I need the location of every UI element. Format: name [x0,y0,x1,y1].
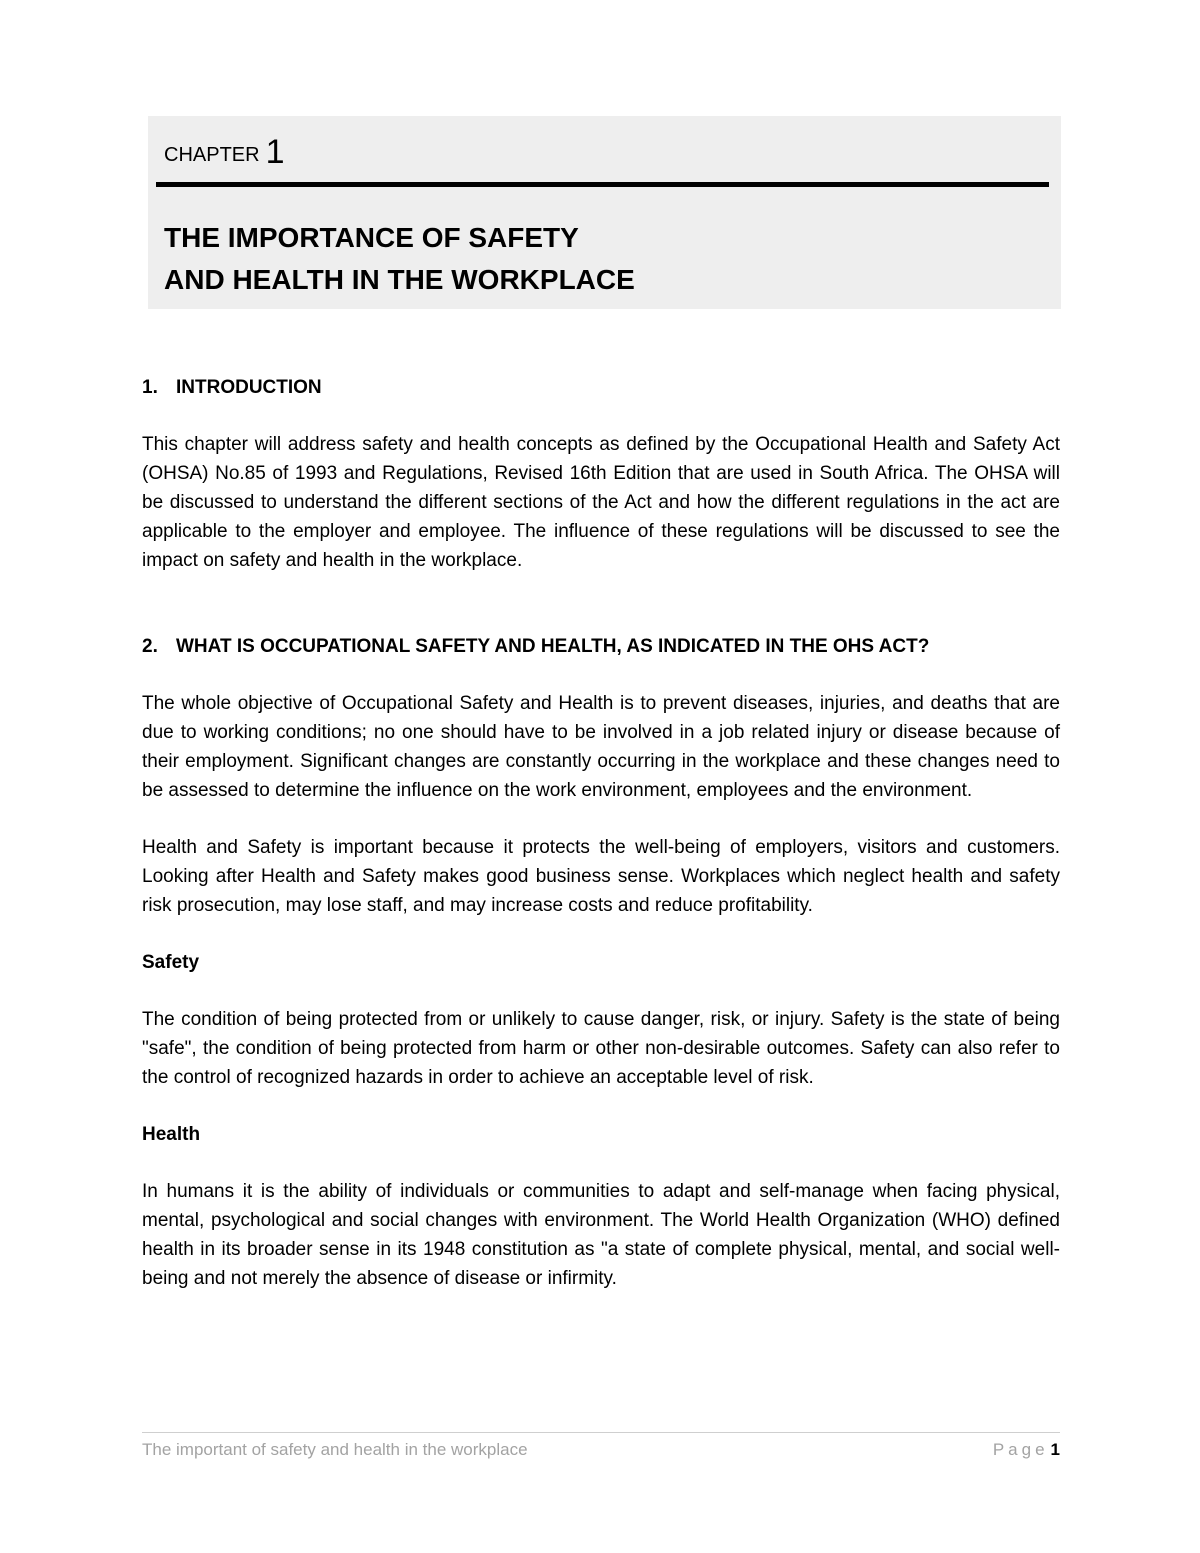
safety-paragraph: The condition of being protected from or unlikely to cause danger, risk, or injury. Safety is the state of being "safe", the condition of being protected from harm or other non-desirable outcomes. Safety can also refer to the control of recognized hazards in order to achieve an acceptable level of risk. [142,1009,1060,1088]
section-title: INTRODUCTION [176,377,322,398]
footer-divider [142,1432,1060,1433]
page-indicator [993,1438,1060,1462]
introduction-paragraph: This chapter will address safety and health concepts as defined by the Occupational Health and Safety Act (OHSA) No.85 of 1993 and Regulations, Revised 16th Edition that are used in South Africa. The OHSA will be discussed to understand the different sections of the Act and how the different regulations in the act are applicable to the employer and employee. The influence of these regulations will be discussed to see the impact on safety and health in the workplace. [142,434,1060,571]
chapter-divider [156,182,1049,187]
safety-heading: Safety [142,952,200,973]
chapter-title [164,217,635,301]
ohs-importance-paragraph: Health and Safety is important because it protects the well-being of employers, visitors and customers. Looking after Health and Safety makes good business sense. Workplaces which neglect health and safety risk prosecution, may lose staff, and may increase costs and reduce profitability. [142,837,1060,916]
section-title: WHAT IS OCCUPATIONAL SAFETY AND HEALTH, AS INDICATED IN THE OHS ACT? [176,636,930,657]
chapter-title-line-1: THE IMPORTANCE OF SAFETY [164,222,579,253]
chapter-title-line-2: AND HEALTH IN THE WORKPLACE [164,264,635,295]
document-body [142,373,1060,1293]
chapter-label-text: CHAPTER [164,144,260,166]
section-number: 2. [142,636,158,657]
section-heading-ohs [142,632,1060,661]
chapter-header [148,116,1061,309]
health-paragraph: In humans it is the ability of individuals or communities to adapt and self-manage when facing physical, mental, psychological and social changes with environment. The World Health Organization (WHO) defined health in its broader sense in its 1948 constitution as "a state of complete physical, mental, and social well-being and not merely the absence of disease or infirmity. [142,1181,1060,1289]
section-number: 1. [142,377,158,398]
chapter-label [164,134,285,173]
page-label: Page [992,1440,1049,1459]
ohs-objective-paragraph: The whole objective of Occupational Safety and Health is to prevent diseases, injuries, and deaths that are due to working conditions; no one should have to be involved in a job related injury or disease because of their employment. Significant changes are constantly occurring in the workplace and these changes need to be assessed to determine the influence on the work environment, employees and the environment. [142,693,1060,801]
chapter-number: 1 [265,133,285,171]
health-heading: Health [142,1124,201,1145]
section-heading-introduction [142,373,1060,402]
page-number: 1 [1050,1440,1060,1459]
footer-title: The important of safety and health in the workplace [142,1440,528,1459]
